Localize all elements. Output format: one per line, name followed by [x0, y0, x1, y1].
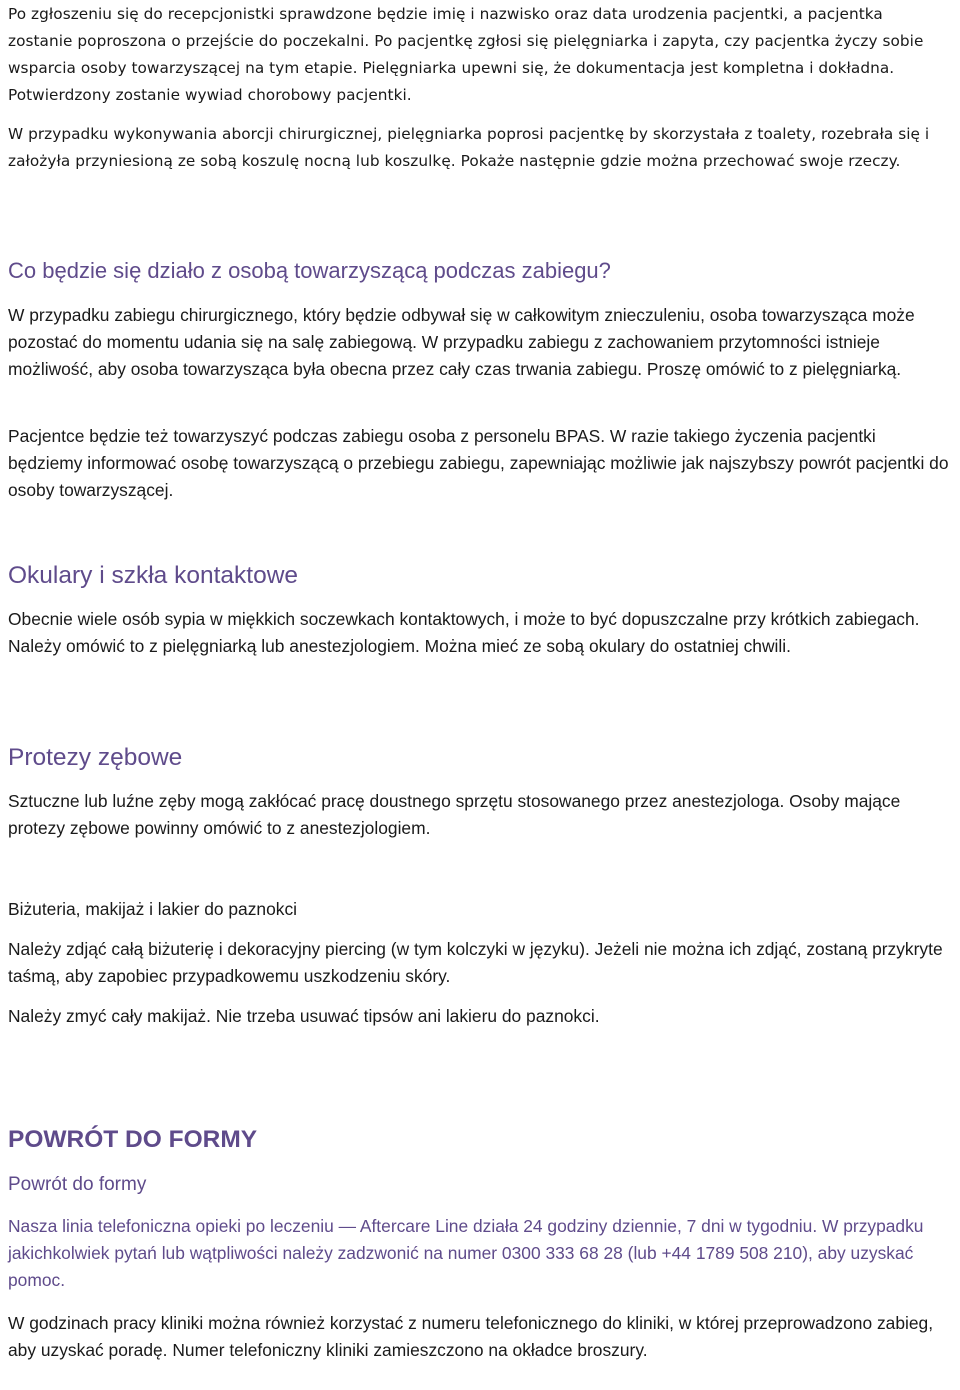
intro-paragraph-1: Po zgłoszeniu się do recepcjonistki sprawdzone będzie imię i nazwisko oraz data urodzenia pacjentki, a pacjentka zostanie poproszona o przejście do poczekalni. Po pacjentkę zgłosi się pielęgniarka i zapyta, czy pacjentka życzy sobie wsparcia osoby towarzyszącej na tym etapie. Pielęgniarka upewni się, że dokumentacja jest kompletna i dokładna. Potwierdzony zostanie wywiad chorobowy pacjentki.: [8, 5, 924, 104]
jewelry-heading: Biżuteria, makijaż i lakier do paznokci: [8, 899, 298, 919]
recovery-paragraph-1: Nasza linia telefoniczna opieki po leczeniu — Aftercare Line działa 24 godziny dziennie, 7 dni w tygodniu. W przypadku jakichkolwiek pytań lub wątpliwości należy zadzwonić na numer 0300 333 68 28 (lub +44 1789 508 210), aby uzyskać pomoc.: [8, 1216, 924, 1290]
dentures-paragraph: Sztuczne lub luźne zęby mogą zakłócać pracę doustnego sprzętu stosowanego przez anestezjologa. Osoby mające protezy zębowe powinny omówić to z anestezjologiem.: [8, 791, 901, 838]
intro-paragraph-2: W przypadku wykonywania aborcji chirurgicznej, pielęgniarka poprosi pacjentkę by skorzystała z toalety, rozebrała się i założyła przyniesioną ze sobą koszulę nocną lub koszulkę. Pokaże następnie gdzie można przechować swoje rzeczy.: [8, 125, 930, 170]
companion-heading: Co będzie się działo z osobą towarzyszącą podczas zabiegu?: [8, 258, 611, 283]
recovery-heading: POWRÓT DO FORMY: [8, 1126, 258, 1153]
companion-paragraph-2: Pacjentce będzie też towarzyszyć podczas zabiegu osoba z personelu BPAS. W razie takiego życzenia pacjentki będziemy informować osobę towarzyszącą o przebiegu zabiegu, zapewniając możliwie jak najszybszy powrót pacjentki do osoby towarzyszącej.: [8, 426, 949, 500]
jewelry-paragraph-1: Należy zdjąć całą biżuterię i dekoracyjny piercing (w tym kolczyki w języku). Jeżeli nie można ich zdjąć, zostaną przykryte taśmą, aby zapobiec przypadkowemu uszkodzeniu skóry.: [8, 939, 943, 986]
companion-paragraph-1: W przypadku zabiegu chirurgicznego, który będzie odbywał się w całkowitym znieczuleniu, osoba towarzysząca może pozostać do momentu udania się na salę zabiegową. W przypadku zabiegu z zachowaniem przytomności istnieje możliwość, aby osoba towarzysząca była obecna przez cały czas trwania zabiegu. Proszę omówić to z pielęgniarką.: [8, 305, 915, 379]
glasses-paragraph: Obecnie wiele osób sypia w miękkich soczewkach kontaktowych, i może to być dopuszczalne przy krótkich zabiegach. Należy omówić to z pielęgniarką lub anestezjologiem. Można mieć ze sobą okulary do ostatniej chwili.: [8, 609, 920, 656]
jewelry-paragraph-2: Należy zmyć cały makijaż. Nie trzeba usuwać tipsów ani lakieru do paznokci.: [8, 1006, 600, 1026]
recovery-subheading: Powrót do formy: [8, 1174, 147, 1195]
dentures-heading: Protezy zębowe: [8, 744, 183, 771]
glasses-heading: Okulary i szkła kontaktowe: [8, 562, 299, 589]
recovery-paragraph-2: W godzinach pracy kliniki można również korzystać z numeru telefonicznego do kliniki, w której przeprowadzono zabieg, aby uzyskać poradę. Numer telefoniczny kliniki zamieszczono na okładce broszury.: [8, 1313, 934, 1360]
